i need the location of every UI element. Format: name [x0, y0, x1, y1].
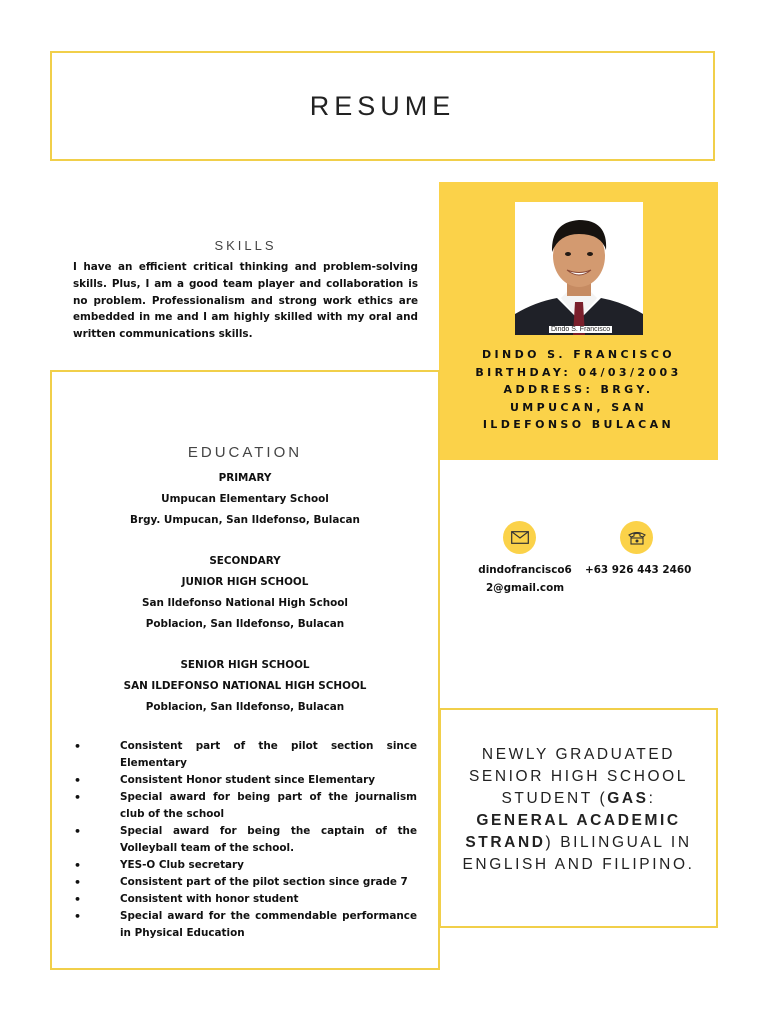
profile-name: DINDO S. FRANCISCO — [481, 348, 676, 361]
senior-high-school: SAN ILDEFONSO NATIONAL HIGH SCHOOL — [123, 680, 367, 692]
list-item: • Consistent part of the pilot section since grade 7 — [74, 874, 417, 891]
phone-text[interactable]: +63 926 443 2460 — [585, 564, 692, 576]
list-item: • Special award for being part of the journalism club of the school — [74, 789, 417, 823]
junior-high-label: JUNIOR HIGH SCHOOL — [181, 576, 309, 588]
senior-high-location: Poblacion, San Ildefonso, Bulacan — [145, 701, 345, 713]
profile-info — [439, 346, 718, 434]
page-title: RESUME — [309, 90, 456, 121]
primary-location: Brgy. Umpucan, San Ildefonso, Bulacan — [130, 514, 360, 526]
achievements-list — [74, 738, 417, 942]
junior-high-location: Poblacion, San Ildefonso, Bulacan — [145, 618, 345, 630]
profile-address-line1: ADDRESS: BRGY. — [503, 383, 654, 396]
list-item: • Special award for being the captain of the Volleyball team of the school. — [74, 823, 417, 857]
photo-caption: Dindo S. Francisco — [551, 326, 611, 333]
title-box — [50, 51, 715, 161]
skills-section — [73, 238, 418, 343]
summary-box — [439, 708, 718, 928]
list-item: • Consistent Honor student since Elementary — [74, 772, 417, 789]
skills-heading: SKILLS — [214, 238, 277, 253]
list-item: • YES-O Club secretary — [74, 857, 417, 874]
summary-text — [455, 744, 702, 876]
telephone-icon — [620, 521, 653, 554]
profile-card — [439, 182, 718, 460]
list-item: • Consistent part of the pilot section since Elementary — [74, 738, 417, 772]
primary-label: PRIMARY — [218, 472, 272, 484]
summary-part1: NEWLY GRADUATED SENIOR HIGH SCHOOL STUDENT ( — [468, 746, 689, 807]
summary-part5: ) BILINGUAL IN ENGLISH AND FILIPINO. — [462, 834, 695, 873]
profile-address-line2: UMPUCAN, SAN — [509, 400, 648, 414]
junior-high-school: San Ildefonso National High School — [142, 597, 348, 609]
email-line2: 2@gmail.com — [485, 582, 565, 594]
envelope-icon — [503, 521, 536, 554]
profile-address-line3: ILDEFONSO BULACAN — [482, 418, 675, 431]
summary-part3: : — [648, 790, 656, 807]
portrait-illustration — [515, 202, 643, 335]
email-text[interactable] — [470, 561, 580, 597]
summary-part4: GENERAL ACADEMIC STRAND — [465, 812, 681, 851]
education-list — [52, 468, 438, 718]
secondary-label: SECONDARY — [209, 555, 281, 567]
education-box — [50, 370, 440, 970]
list-item: • Consistent with honor student — [74, 891, 417, 908]
primary-school: Umpucan Elementary School — [161, 493, 329, 505]
skills-text: I have an efficient critical thinking and problem-solving skills. Plus, I am a good team player and collaboration is no problem. Professionalism and strong work ethics are embedded in me and I am highly skilled with my oral and written communications skills. — [73, 261, 418, 341]
profile-birthday: BIRTHDAY: 04/03/2003 — [475, 365, 682, 379]
summary-part2: GAS — [607, 790, 649, 807]
education-heading: EDUCATION — [187, 444, 303, 461]
list-item: • Special award for the commendable performance in Physical Education — [74, 908, 417, 942]
email-line1: dindofrancisco6 — [478, 564, 572, 576]
senior-high-label: SENIOR HIGH SCHOOL — [180, 659, 310, 671]
profile-photo — [515, 202, 643, 335]
